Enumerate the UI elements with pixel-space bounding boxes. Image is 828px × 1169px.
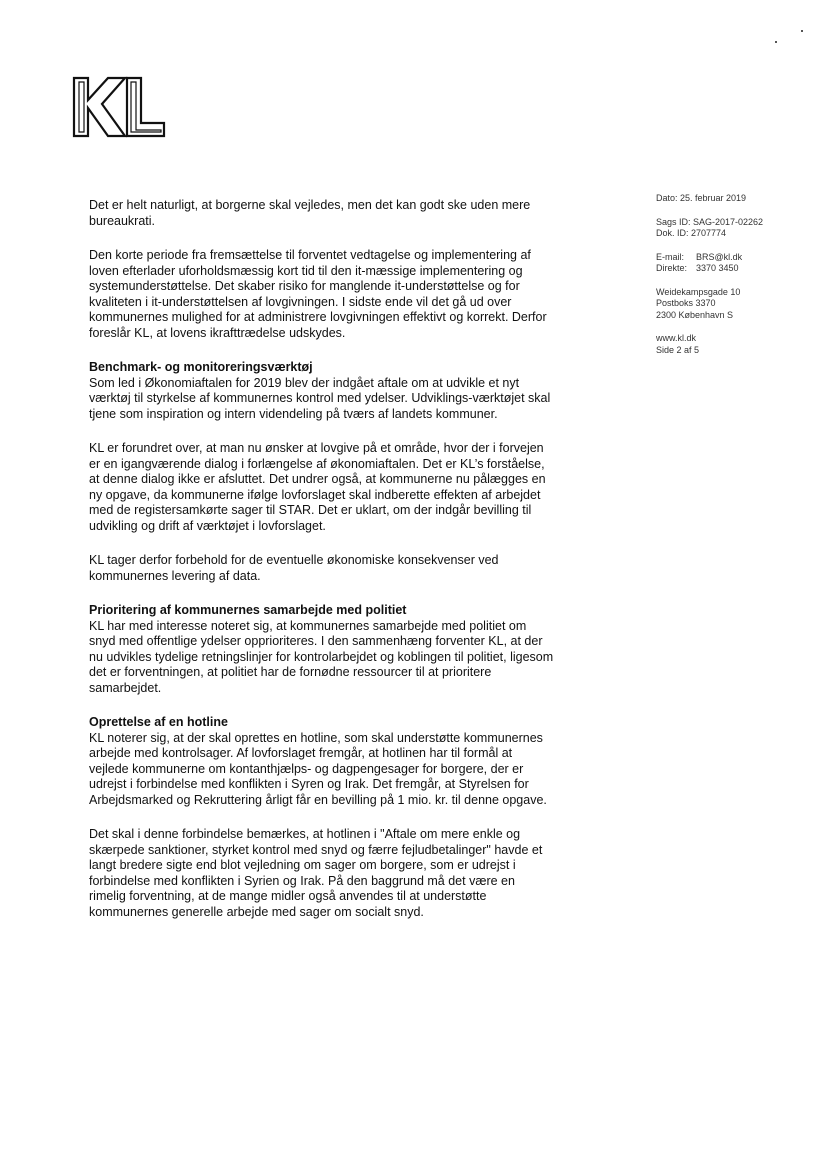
address-line-3: 2300 København S [656, 309, 734, 320]
case-id: Sags ID: SAG-2017-02262 [656, 216, 764, 227]
document-date: Dato: 25. februar 2019 [656, 193, 747, 203]
letter-body [89, 198, 554, 939]
document-meta-sidebar [656, 193, 816, 368]
paragraph: KL er forundret over, at man nu ønsker at lovgive på et område, hvor der i forvejen er en igangværende dialog i forlængelse af økonomiaftalen. Det er KL’s forståelse, at denne dialog ikke er afsluttet. Det undrer også, at kommunerne nu pålægges en ny opgave, da kommunerne ifølge lovforslaget skal indberette effekten af arbejdet med de registersamkørte sager til STAR. Det er uklart, om der indgår bevilling til udvikling og drift af værktøjet i lovforslaget. [89, 441, 546, 533]
section-hotline [89, 715, 554, 808]
email-row [656, 252, 816, 264]
paragraph: KL har med interesse noteret sig, at kommunernes samarbejde med politiet om snyd med offentlige ydelser opprioriteres. I den sammenhæng forventer KL, at der nu udvikles tydelige retningslinjer for kontrolarbejdet og koblingen til politiet, ligesom det er forventningen, at politiet har de fornødne ressourcer til at prioritere samarbejdet. [89, 618, 554, 695]
kl-logo-mark [72, 76, 166, 138]
scan-speck [801, 30, 803, 32]
section-police-cooperation [89, 603, 554, 696]
paragraph: KL noterer sig, at der skal oprettes en hotline, som skal understøtte kommunernes arbejde med kontrolsager. Af lovforslaget fremgår, at hotlinen har til formål at vejlede kommunerne om kontanthjælps- og dagpengesager for borgere, der er udrejst i forbindelse med konflikten i Syren og Irak. Det fremgår, at Styrelsen for Arbejdsmarked og Rekruttering årligt får en bevilling på 1 mio. kr. til denne opgave. [89, 730, 547, 807]
section-heading: Prioritering af kommunernes samarbejde med politiet [89, 603, 407, 617]
email-label: E-mail: [656, 251, 685, 262]
website-link[interactable]: www.kl.dk [656, 333, 697, 343]
address-line-2: Postboks 3370 [656, 298, 716, 308]
phone-row [656, 263, 816, 275]
paragraph: KL tager derfor forbehold for de eventuelle økonomiske konsekvenser ved kommunernes levering af data. [89, 553, 499, 583]
kl-logo [72, 76, 166, 138]
paragraph: Det skal i denne forbindelse bemærkes, at hotlinen i "Aftale om mere enkle og skærpede sanktioner, styrket kontrol med snyd og færre fejludbetalinger" havde et langt bredere sigte end blot vejledning om sager om borgere, som er udrejst i forbindelse med konflikten i Syrien og Irak. På den baggrund må det være en rimelig forventning, at de mange midler også anvendes til at understøtte kommunernes generelle arbejde med sager om socialt snyd. [89, 827, 543, 919]
paragraph: Det er helt naturligt, at borgerne skal vejledes, men det kan godt ske uden mere bureaukrati. [89, 198, 531, 228]
page-number: Side 2 af 5 [656, 344, 700, 355]
email-value[interactable]: BRS@kl.dk [696, 251, 743, 262]
phone-value: 3370 3450 [696, 263, 739, 273]
paragraph: Den korte periode fra fremsættelse til forventet vedtagelse og implementering af loven efterlader uforholdsmæssig kort tid til den it-mæssige implementering og systemunderstøttelse. Det skaber risiko for manglende it-understøttelse og for kvaliteten i it-understøttelsen af lovgivningen. I sidste ende vil det gå ud over kommunernes mulighed for at administrere lovgivningen effektivt og korrekt. Derfor foreslår KL, at lovens ikrafttrædelse udskydes. [89, 248, 547, 340]
section-benchmark [89, 360, 554, 422]
section-heading: Oprettelse af en hotline [89, 715, 228, 729]
phone-label: Direkte: [656, 263, 688, 273]
scan-speck [775, 41, 777, 43]
document-id: Dok. ID: 2707774 [656, 228, 727, 238]
paragraph: Som led i Økonomiaftalen for 2019 blev der indgået aftale om at udvikle et nyt værktøj til styrkelse af kommunernes kontrol med ydelser. Udviklings-værktøjet skal tjene som inspiration og intern videndeling på tværs af landets kommuner. [89, 375, 551, 421]
section-heading: Benchmark- og monitoreringsværktøj [89, 360, 313, 374]
address-line-1: Weidekampsgade 10 [656, 286, 741, 297]
